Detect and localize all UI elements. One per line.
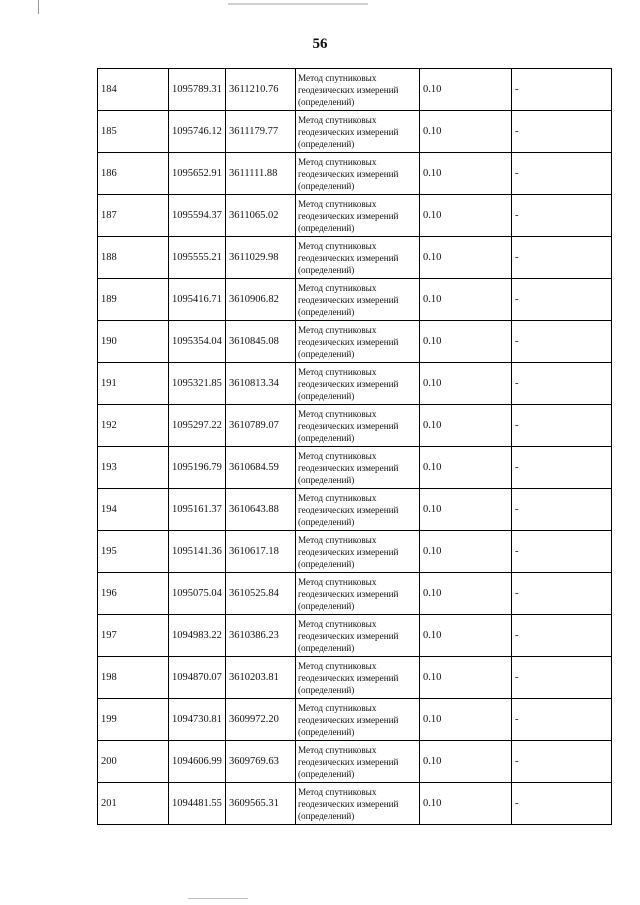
y-coordinate-cell: 3610525.84	[226, 573, 296, 615]
method-cell: Метод спутниковых геодезических измерений (определений)	[296, 615, 420, 657]
method-cell: Метод спутниковых геодезических измерений (определений)	[296, 657, 420, 699]
method-cell: Метод спутниковых геодезических измерений (определений)	[296, 531, 420, 573]
point-number-cell: 199	[98, 699, 169, 741]
y-coordinate-cell: 3610684.59	[226, 447, 296, 489]
y-coordinate-cell: 3610643.88	[226, 489, 296, 531]
x-coordinate-cell: 1095555.21	[169, 237, 226, 279]
point-number-cell: 185	[98, 111, 169, 153]
y-coordinate-cell: 3611029.98	[226, 237, 296, 279]
scan-artifact-top-left	[38, 0, 39, 14]
x-coordinate-cell: 1094983.22	[169, 615, 226, 657]
point-number-cell: 187	[98, 195, 169, 237]
table-row	[98, 699, 612, 741]
description-cell: -	[512, 573, 612, 615]
description-cell: -	[512, 783, 612, 825]
precision-cell: 0.10	[420, 699, 512, 741]
description-cell: -	[512, 321, 612, 363]
method-cell: Метод спутниковых геодезических измерений (определений)	[296, 195, 420, 237]
x-coordinate-cell: 1094606.99	[169, 741, 226, 783]
point-number-cell: 188	[98, 237, 169, 279]
point-number-cell: 192	[98, 405, 169, 447]
precision-cell: 0.10	[420, 363, 512, 405]
precision-cell: 0.10	[420, 321, 512, 363]
point-number-cell: 193	[98, 447, 169, 489]
description-cell: -	[512, 447, 612, 489]
description-cell: -	[512, 405, 612, 447]
x-coordinate-cell: 1094730.81	[169, 699, 226, 741]
y-coordinate-cell: 3609769.63	[226, 741, 296, 783]
method-cell: Метод спутниковых геодезических измерений (определений)	[296, 153, 420, 195]
point-number-cell: 189	[98, 279, 169, 321]
coordinates-table	[97, 68, 612, 825]
x-coordinate-cell: 1095652.91	[169, 153, 226, 195]
y-coordinate-cell: 3609565.31	[226, 783, 296, 825]
table-row	[98, 531, 612, 573]
y-coordinate-cell: 3611065.02	[226, 195, 296, 237]
precision-cell: 0.10	[420, 531, 512, 573]
point-number-cell: 200	[98, 741, 169, 783]
precision-cell: 0.10	[420, 741, 512, 783]
point-number-cell: 201	[98, 783, 169, 825]
x-coordinate-cell: 1095297.22	[169, 405, 226, 447]
table-row	[98, 573, 612, 615]
method-cell: Метод спутниковых геодезических измерений (определений)	[296, 237, 420, 279]
table-row	[98, 195, 612, 237]
table-row	[98, 615, 612, 657]
x-coordinate-cell: 1095354.04	[169, 321, 226, 363]
point-number-cell: 195	[98, 531, 169, 573]
y-coordinate-cell: 3611210.76	[226, 69, 296, 111]
table-row	[98, 111, 612, 153]
method-cell: Метод спутниковых геодезических измерений (определений)	[296, 573, 420, 615]
table-row	[98, 657, 612, 699]
y-coordinate-cell: 3610203.81	[226, 657, 296, 699]
method-cell: Метод спутниковых геодезических измерений (определений)	[296, 279, 420, 321]
description-cell: -	[512, 363, 612, 405]
method-cell: Метод спутниковых геодезических измерений (определений)	[296, 783, 420, 825]
method-cell: Метод спутниковых геодезических измерений (определений)	[296, 111, 420, 153]
y-coordinate-cell: 3610617.18	[226, 531, 296, 573]
x-coordinate-cell: 1094870.07	[169, 657, 226, 699]
table-row	[98, 279, 612, 321]
description-cell: -	[512, 615, 612, 657]
table-row	[98, 447, 612, 489]
precision-cell: 0.10	[420, 279, 512, 321]
precision-cell: 0.10	[420, 405, 512, 447]
table-row	[98, 741, 612, 783]
precision-cell: 0.10	[420, 447, 512, 489]
point-number-cell: 196	[98, 573, 169, 615]
x-coordinate-cell: 1095196.79	[169, 447, 226, 489]
method-cell: Метод спутниковых геодезических измерений (определений)	[296, 363, 420, 405]
x-coordinate-cell: 1095321.85	[169, 363, 226, 405]
x-coordinate-cell: 1095075.04	[169, 573, 226, 615]
table-row	[98, 783, 612, 825]
precision-cell: 0.10	[420, 111, 512, 153]
y-coordinate-cell: 3610906.82	[226, 279, 296, 321]
y-coordinate-cell: 3610789.07	[226, 405, 296, 447]
page-number: 56	[312, 36, 328, 52]
precision-cell: 0.10	[420, 783, 512, 825]
x-coordinate-cell: 1095161.37	[169, 489, 226, 531]
point-number-cell: 197	[98, 615, 169, 657]
description-cell: -	[512, 657, 612, 699]
description-cell: -	[512, 279, 612, 321]
description-cell: -	[512, 111, 612, 153]
precision-cell: 0.10	[420, 615, 512, 657]
x-coordinate-cell: 1095789.31	[169, 69, 226, 111]
description-cell: -	[512, 489, 612, 531]
table-row	[98, 405, 612, 447]
method-cell: Метод спутниковых геодезических измерений (определений)	[296, 489, 420, 531]
precision-cell: 0.10	[420, 69, 512, 111]
point-number-cell: 184	[98, 69, 169, 111]
x-coordinate-cell: 1095594.37	[169, 195, 226, 237]
table-row	[98, 321, 612, 363]
description-cell: -	[512, 69, 612, 111]
y-coordinate-cell: 3610813.34	[226, 363, 296, 405]
precision-cell: 0.10	[420, 573, 512, 615]
method-cell: Метод спутниковых геодезических измерений (определений)	[296, 447, 420, 489]
description-cell: -	[512, 153, 612, 195]
table-row	[98, 489, 612, 531]
scan-artifact-top	[228, 3, 368, 5]
table-row	[98, 237, 612, 279]
x-coordinate-cell: 1095141.36	[169, 531, 226, 573]
description-cell: -	[512, 741, 612, 783]
point-number-cell: 198	[98, 657, 169, 699]
scan-artifact-bottom	[188, 898, 248, 899]
table-row	[98, 69, 612, 111]
method-cell: Метод спутниковых геодезических измерений (определений)	[296, 69, 420, 111]
point-number-cell: 186	[98, 153, 169, 195]
precision-cell: 0.10	[420, 657, 512, 699]
table-row	[98, 153, 612, 195]
x-coordinate-cell: 1095746.12	[169, 111, 226, 153]
method-cell: Метод спутниковых геодезических измерений (определений)	[296, 699, 420, 741]
y-coordinate-cell: 3610845.08	[226, 321, 296, 363]
precision-cell: 0.10	[420, 489, 512, 531]
method-cell: Метод спутниковых геодезических измерений (определений)	[296, 741, 420, 783]
point-number-cell: 190	[98, 321, 169, 363]
point-number-cell: 194	[98, 489, 169, 531]
description-cell: -	[512, 195, 612, 237]
y-coordinate-cell: 3610386.23	[226, 615, 296, 657]
y-coordinate-cell: 3609972.20	[226, 699, 296, 741]
x-coordinate-cell: 1095416.71	[169, 279, 226, 321]
description-cell: -	[512, 237, 612, 279]
precision-cell: 0.10	[420, 153, 512, 195]
y-coordinate-cell: 3611179.77	[226, 111, 296, 153]
description-cell: -	[512, 531, 612, 573]
x-coordinate-cell: 1094481.55	[169, 783, 226, 825]
method-cell: Метод спутниковых геодезических измерений (определений)	[296, 321, 420, 363]
description-cell: -	[512, 699, 612, 741]
table-row	[98, 363, 612, 405]
precision-cell: 0.10	[420, 237, 512, 279]
precision-cell: 0.10	[420, 195, 512, 237]
y-coordinate-cell: 3611111.88	[226, 153, 296, 195]
method-cell: Метод спутниковых геодезических измерений (определений)	[296, 405, 420, 447]
point-number-cell: 191	[98, 363, 169, 405]
